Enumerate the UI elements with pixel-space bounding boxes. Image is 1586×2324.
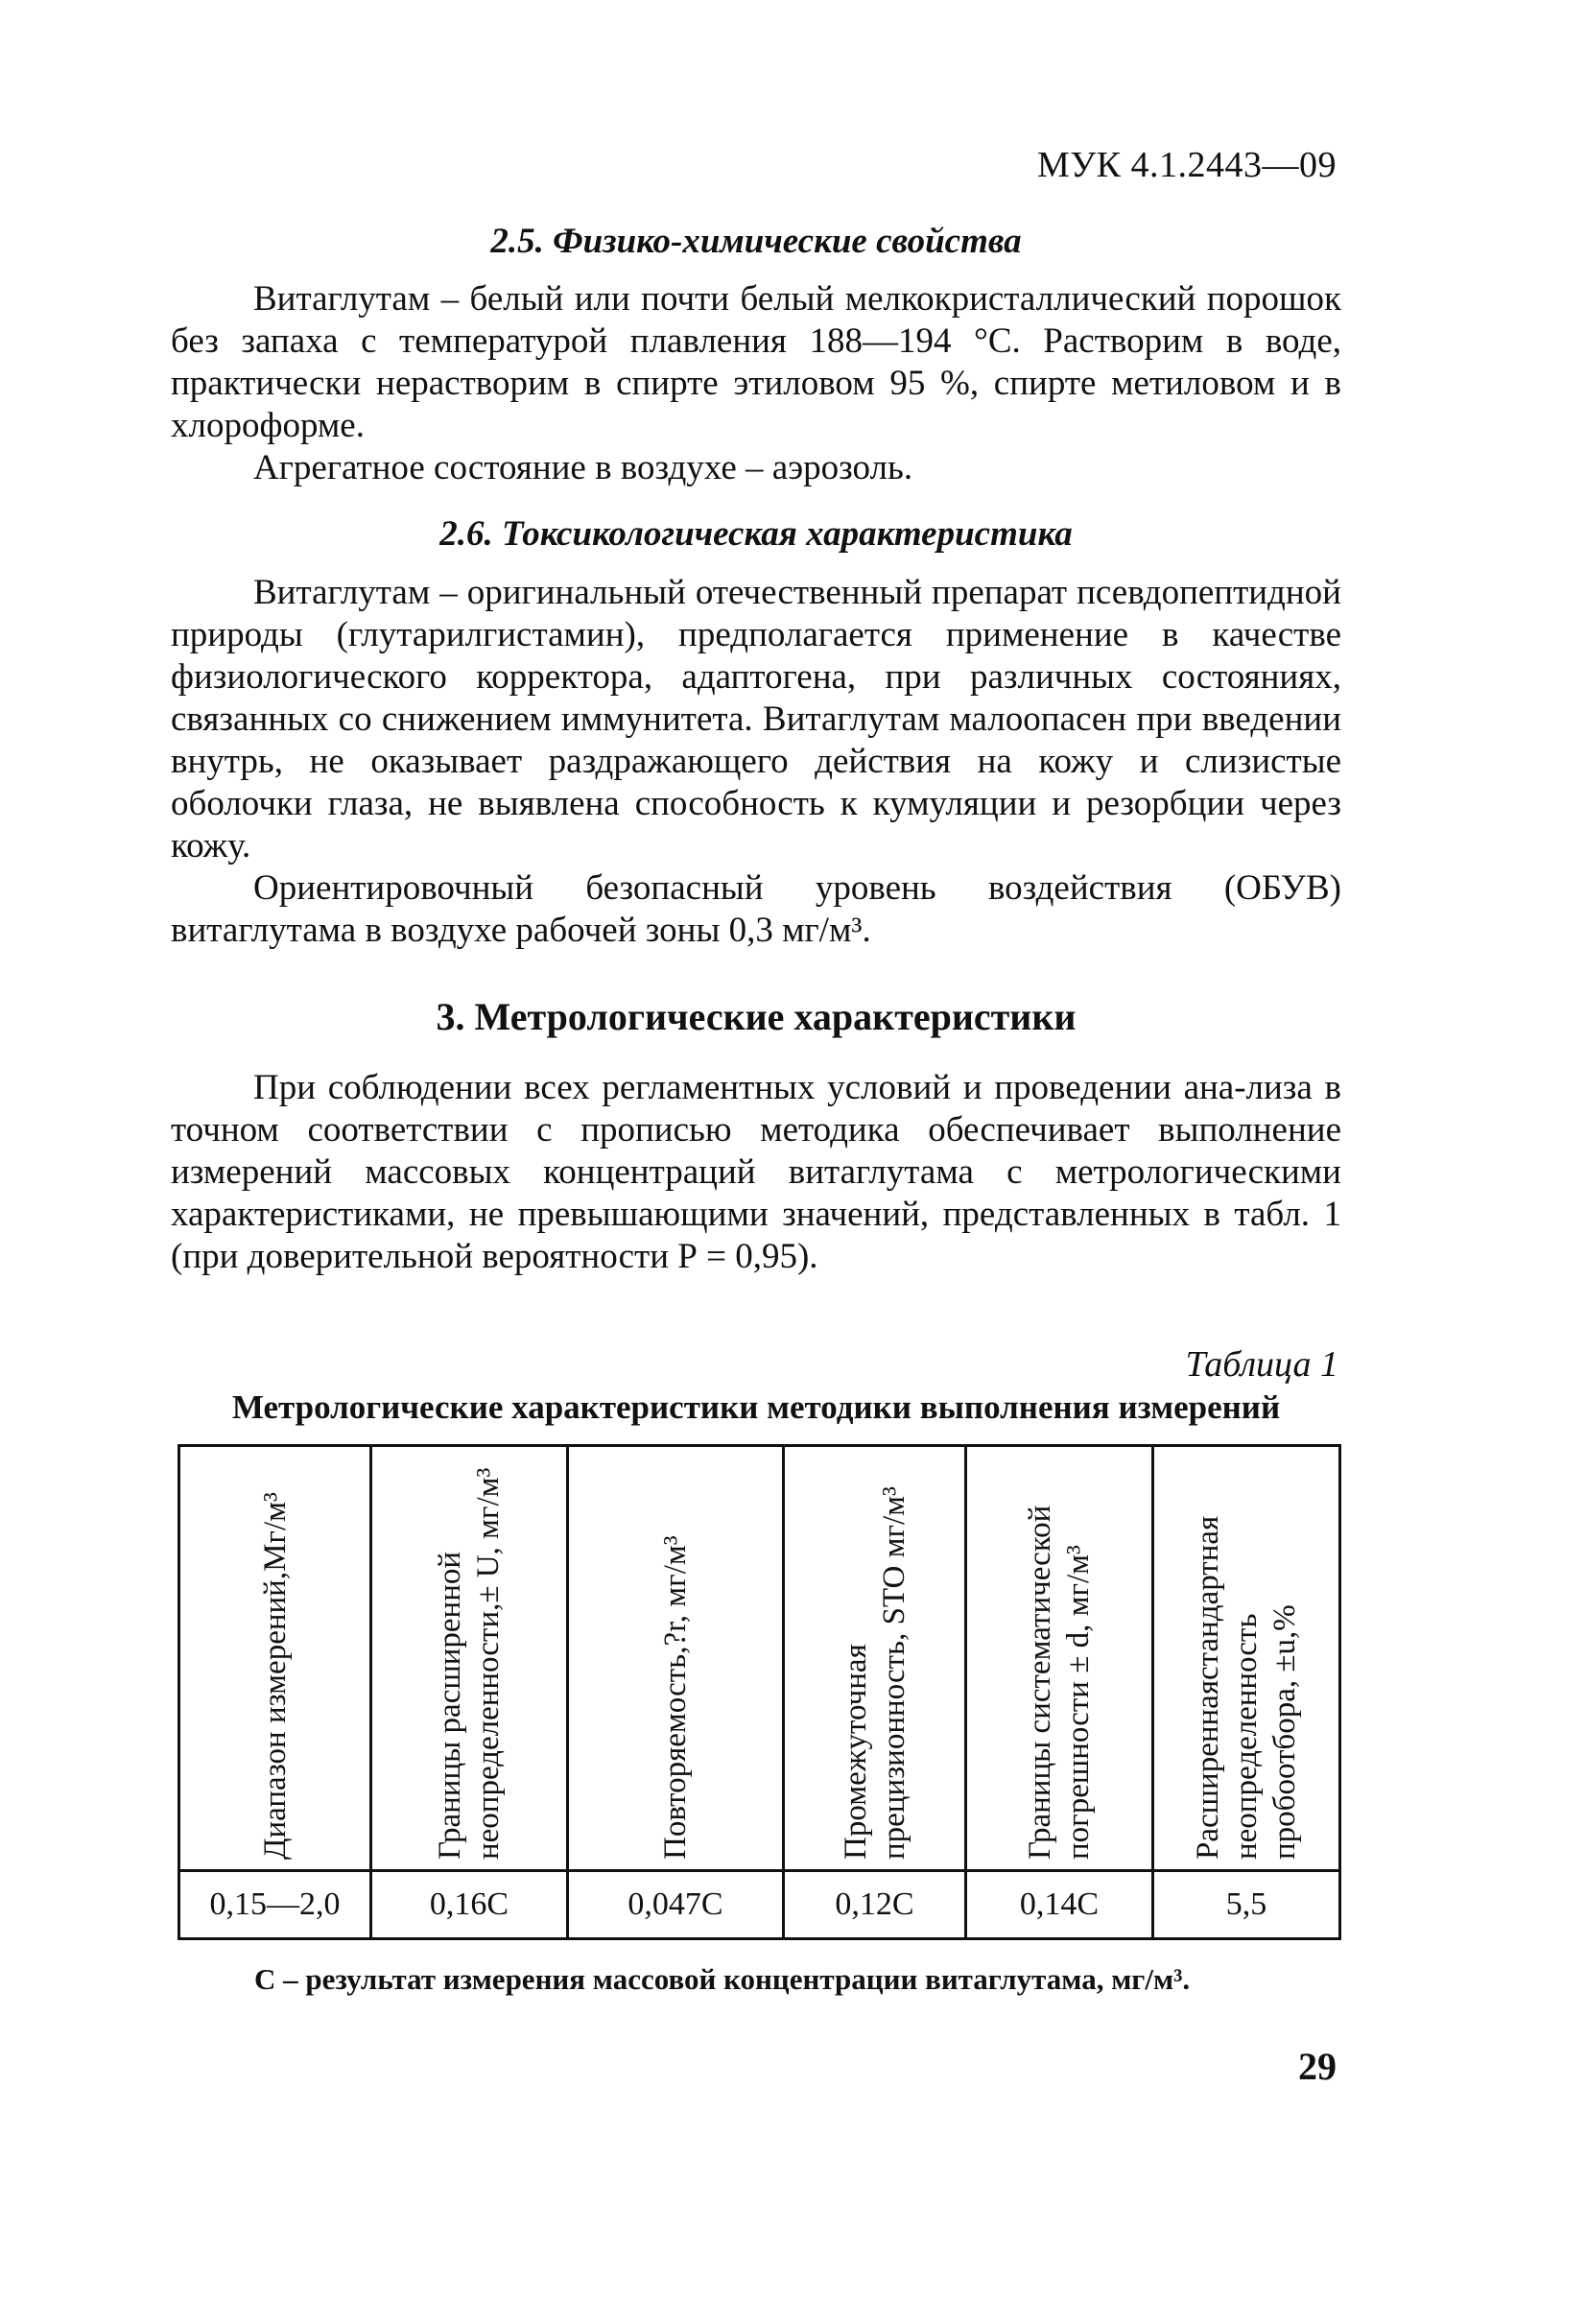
table-cell-systematic-error: 0,14С [966, 1871, 1153, 1939]
document-code: МУК 4.1.2443—09 [1036, 145, 1337, 185]
column-header-uncertainty: Границы расширенной неопределенности,± U, мг/м³ [433, 1467, 506, 1860]
column-header-repeatability: Повторяемость,?r, мг/м³ [658, 1535, 693, 1860]
column-header-range: Диапазон измерений,Мг/м³ [257, 1492, 293, 1860]
section-2-5-paragraph-2: Агрегатное состояние в воздухе – аэрозоль. [253, 448, 913, 487]
column-header-systematic-error: Границы систематической погрешности ± d, мг/м³ [1023, 1505, 1096, 1860]
section-2-6-heading: 2.6. Токсикологическая характеристика [439, 514, 1073, 554]
table-header-cell [1153, 1446, 1340, 1871]
section-2-5-paragraph-1: Витаглутам – белый или почти белый мелкокристаллический порошок без запаха с температурой плавления 188—194 °С. Растворим в воде, практически нерастворим в спирте этиловом 95 %, спирте метиловом и в хлороформе. [171, 279, 1341, 445]
section-2-6-paragraph-2: Ориентировочный безопасный уровень воздействия (ОБУВ) витаглутама в воздухе рабочей зоны 0,3 мг/м³. [171, 868, 1341, 950]
section-3-paragraph-1: При соблюдении всех регламентных условий и проведении ана-лиза в точном соответствии с прописью методика обеспечивает выполнение измерений массовых концентраций витаглутама с метрологическими характеристиками, не превышающими значений, представленных в табл. 1 (при доверительной вероятности Р = 0,95). [171, 1068, 1341, 1276]
table-header-row [179, 1446, 1340, 1871]
section-2-6-paragraph-1: Витаглутам – оригинальный отечественный препарат псевдопептидной природы (глутарилгистамин), предполагается применение в качестве физиологического корректора, адаптогена, при различных состояниях, связанных со снижением иммунитета. Витаглутам малоопасен при введении внутрь, не оказывает раздражающего действия на кожу и слизистые оболочки глаза, не выявлена способность к кумуляции и резорбции через кожу. [171, 573, 1341, 866]
table-cell-precision: 0,12С [784, 1871, 966, 1939]
table-footnote: С – результат измерения массовой концентрации витаглутама, мг/м³. [254, 1962, 1191, 1996]
table-label: Таблица 1 [1185, 1344, 1338, 1385]
table-header-cell [568, 1446, 784, 1871]
table-row [179, 1871, 1340, 1939]
table-cell-repeatability: 0,047С [568, 1871, 784, 1939]
table-header-cell [966, 1446, 1153, 1871]
table-header-cell [371, 1446, 568, 1871]
column-header-precision: Промежуточная прецизионность, STO мг/м³ [838, 1486, 911, 1860]
column-header-sampling-uncertainty: Расширеннаястандартная неопределенность пробоотбора, ±u,% [1191, 1515, 1302, 1860]
table-header-cell [179, 1446, 371, 1871]
table-title: Метрологические характеристики методики выполнения измерений [231, 1388, 1281, 1426]
table-header-cell [784, 1446, 966, 1871]
section-2-5-heading: 2.5. Физико-химические свойства [490, 222, 1022, 261]
page-number: 29 [1298, 2045, 1337, 2088]
table-cell-sampling-uncertainty: 5,5 [1153, 1871, 1340, 1939]
table-cell-uncertainty: 0,16С [371, 1871, 568, 1939]
metrology-table [178, 1444, 1341, 1940]
table-cell-range: 0,15—2,0 [179, 1871, 371, 1939]
section-3-heading: 3. Метрологические характеристики [436, 995, 1077, 1038]
